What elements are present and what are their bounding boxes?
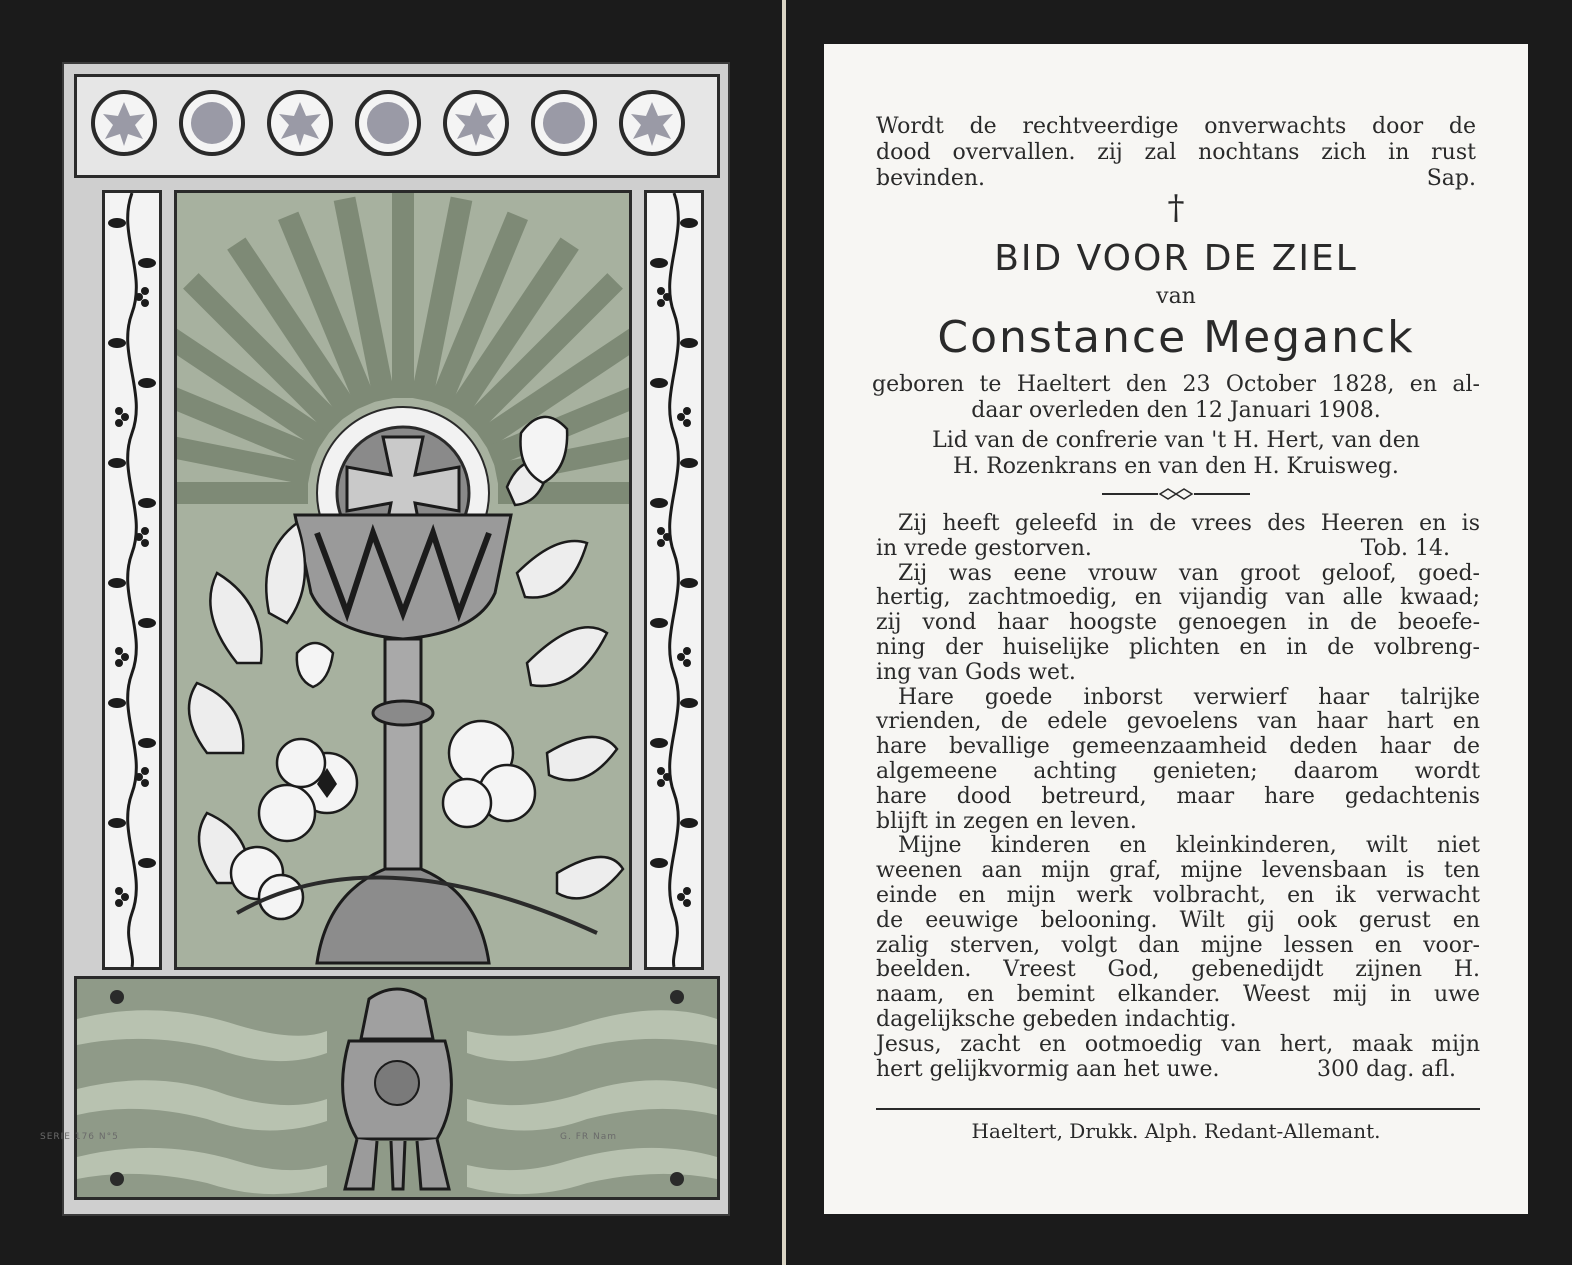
text-line: hare bevallige gemeenzaamheid deden haar de <box>876 734 1480 760</box>
medallion-band <box>74 74 720 178</box>
rose-medallion-icon <box>531 90 597 156</box>
text-line: Mijne kinderen en kleinkinderen, wilt niet <box>898 833 1480 859</box>
text-line: algemeene achting genieten; daarom wordt <box>876 758 1480 784</box>
series-number-label: SERIE 176 N°5 <box>40 1132 119 1142</box>
text-line: vrienden, de edele gevoelens van haar hart en <box>876 709 1480 735</box>
vine-border-icon <box>647 193 701 967</box>
star-medallion-icon <box>91 90 157 156</box>
text-line: blijft in zegen en leven. <box>876 808 1137 834</box>
cross-icon: † <box>1167 188 1185 228</box>
text-line: einde en mijn werk volbracht, en ik verwacht <box>876 882 1480 908</box>
page-title: BID VOOR DE ZIEL <box>994 238 1358 279</box>
quote-line: dood overvallen. zij zal nochtans zich in rust <box>876 140 1476 165</box>
text-panel <box>824 44 1528 1214</box>
text-line: weenen aan mijn graf, mijne levensbaan is ten <box>876 858 1480 884</box>
death-line: daar overleden den 12 Januari 1908. <box>971 398 1381 423</box>
quote-line: Wordt de rechtveerdige onverwachts door de <box>876 114 1476 139</box>
text-line: hare dood betreurd, maar hare gedachtenis <box>876 783 1480 809</box>
text-line: zalig sterven, volgt dan mijne lessen en voor- <box>876 932 1480 958</box>
van-label: van <box>1156 284 1196 309</box>
membership-line: Lid van de confrerie van 't H. Hert, van den <box>932 428 1420 453</box>
memorial-text <box>876 512 1480 1082</box>
star-medallion-icon <box>267 90 333 156</box>
opening-quote <box>876 114 1476 192</box>
publisher-mark-label: G. FR Nam <box>560 1132 618 1142</box>
birth-death-info <box>872 372 1480 424</box>
vine-border-left <box>102 190 162 970</box>
bible-reference: Tob. 14. <box>1360 535 1450 561</box>
left-card-panel <box>0 0 782 1265</box>
birth-line: geboren te Haeltert den 23 October 1828, en al- <box>872 372 1480 397</box>
text-line: Jesus, zacht en ootmoedig van hert, maak mijn <box>876 1031 1480 1057</box>
quote-line: bevinden. <box>876 166 986 191</box>
membership-info <box>872 428 1480 480</box>
text-line: Zij heeft geleefd in de vrees des Heeren en is <box>898 511 1480 536</box>
text-line: ing van Gods wet. <box>876 659 1076 685</box>
text-line: ning der huiselijke plichten en in de volbreng- <box>876 634 1480 660</box>
quote-source: Sap. <box>1426 166 1476 191</box>
text-line: zij vond haar hoogste genoegen in de beoefe- <box>876 610 1480 636</box>
text-line: dagelijksche gebeden indachtig. <box>876 1006 1237 1032</box>
text-line-with-source <box>876 537 1480 562</box>
chalice-host-illustration <box>174 190 632 970</box>
printer-imprint: Haeltert, Drukk. Alph. Redant-Allemant. <box>971 1119 1381 1143</box>
vine-border-right <box>644 190 704 970</box>
text-line: hertig, zachtmoedig, en vijandig van alle kwaad; <box>876 585 1480 611</box>
rose-medallion-icon <box>355 90 421 156</box>
text-line-with-source <box>876 1058 1480 1083</box>
text-line: beelden. Vreest God, gebenedijdt zijnen H. <box>876 957 1480 983</box>
vine-border-icon <box>105 193 159 967</box>
deceased-name: Constance Meganck <box>937 312 1415 363</box>
star-medallion-icon <box>619 90 685 156</box>
text-line: in vrede gestorven. <box>876 535 1092 561</box>
indulgence-note: 300 dag. afl. <box>1316 1056 1456 1082</box>
text-line: hert gelijkvormig aan het uwe. <box>876 1056 1220 1082</box>
membership-line: H. Rozenkrans en van den H. Kruisweg. <box>953 454 1399 479</box>
divider-rule <box>876 1108 1480 1110</box>
rose-medallion-icon <box>179 90 245 156</box>
text-line: Hare goede inborst verwierf haar talrijke <box>898 684 1480 710</box>
illustration-frame <box>62 62 730 1216</box>
text-line: naam, en bemint elkander. Weest mij in uwe <box>876 982 1480 1008</box>
right-card-panel <box>786 0 1572 1265</box>
star-medallion-icon <box>443 90 509 156</box>
ornament-divider-icon <box>1102 488 1250 500</box>
text-line: Zij was eene vrouw van groot geloof, goed- <box>898 560 1480 586</box>
text-line: de eeuwige belooning. Wilt gij ook gerust en <box>876 907 1480 933</box>
incense-censer-illustration <box>74 976 720 1200</box>
